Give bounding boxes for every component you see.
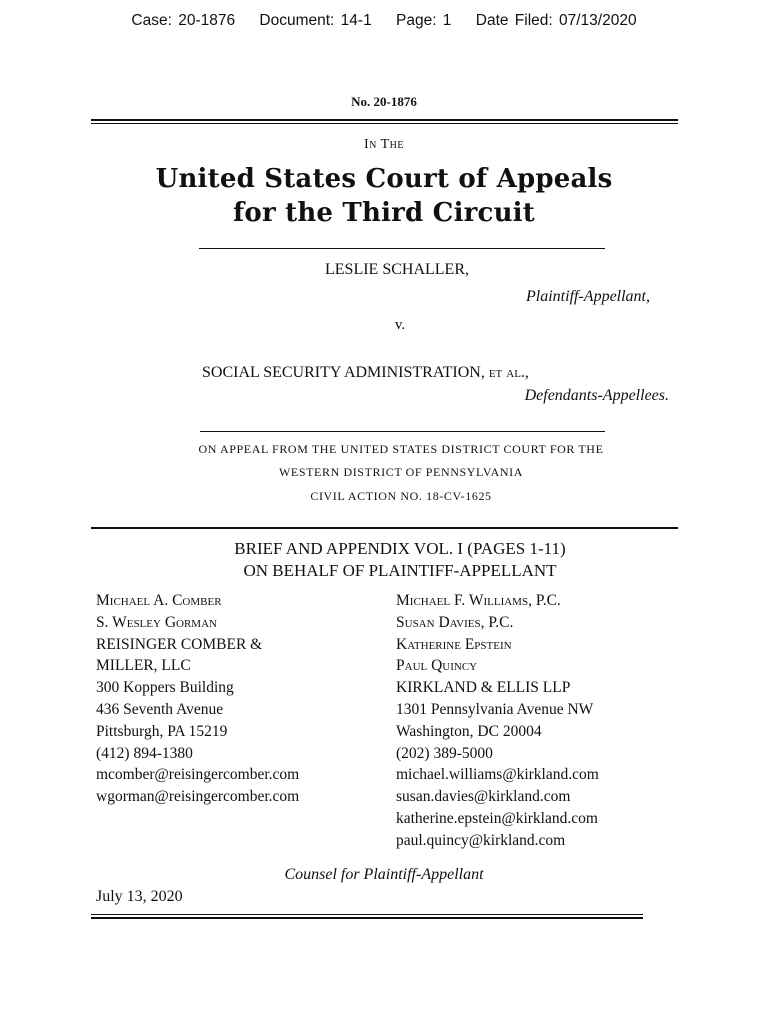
appellee-suffix: et al., <box>488 364 529 381</box>
address-line: Washington, DC 20004 <box>396 722 542 740</box>
appellant-role: Plaintiff-Appellant, <box>526 288 650 305</box>
case-number: Case: 20-1876 <box>131 12 236 29</box>
counsel-right-column <box>396 590 686 852</box>
appellee-name: SOCIAL SECURITY ADMINISTRATION, <box>202 364 485 381</box>
attorney-name: Michael F. Williams, P.C. <box>396 592 561 609</box>
rule-under-parties <box>200 431 605 432</box>
appeal-from-line3: CIVIL ACTION NO. 18-CV-1625 <box>310 489 492 503</box>
attorney-name: Paul Quincy <box>396 657 478 675</box>
appeal-from-line1: ON APPEAL FROM THE UNITED STATES DISTRICT COURT FOR THE <box>198 442 604 456</box>
email-address: paul.quincy@kirkland.com <box>396 831 566 849</box>
double-rule-bottom <box>91 914 643 919</box>
attorney-name: Susan Davies, P.C. <box>396 613 514 631</box>
attorney-name: S. Wesley Gorman <box>96 613 217 631</box>
address-line: 1301 Pennsylvania Avenue NW <box>396 700 594 718</box>
email-address: michael.williams@kirkland.com <box>396 766 599 784</box>
appellee-role: Defendants-Appellees. <box>524 387 669 404</box>
brief-title-line1: BRIEF AND APPENDIX VOL. I (PAGES 1-11) <box>234 539 566 558</box>
counsel-for: Counsel for Plaintiff-Appellant <box>284 866 484 883</box>
attorney-name: Katherine Epstein <box>396 635 512 653</box>
address-line: 436 Seventh Avenue <box>96 700 224 718</box>
brief-title-line2: ON BEHALF OF PLAINTIFF-APPELLANT <box>243 561 557 580</box>
email-address: mcomber@reisingercomber.com <box>96 766 300 784</box>
rule-under-court <box>199 248 605 249</box>
email-address: katherine.epstein@kirkland.com <box>396 809 598 827</box>
docket-number: No. 20-1876 <box>351 94 417 109</box>
document-number: Document: 14-1 <box>259 12 372 29</box>
filing-date: July 13, 2020 <box>96 888 183 905</box>
double-rule-top <box>91 119 678 124</box>
page-number: Page: 1 <box>396 12 452 29</box>
firm-name: KIRKLAND & ELLIS LLP <box>396 679 571 697</box>
in-the-label: In The <box>363 137 404 152</box>
attorney-name: Michael A. Comber <box>96 592 222 609</box>
court-name-line1: United States Court of Appeals <box>155 164 613 194</box>
email-address: susan.davies@kirkland.com <box>396 788 571 806</box>
date-filed: Date Filed: 07/13/2020 <box>475 12 637 29</box>
firm-name: REISINGER COMBER & <box>96 635 263 653</box>
court-name-line2: for the Third Circuit <box>233 198 535 228</box>
appellant-name: LESLIE SCHALLER, <box>325 261 469 278</box>
address-line: Pittsburgh, PA 15219 <box>96 722 228 740</box>
firm-name: MILLER, LLC <box>96 657 191 675</box>
filing-header <box>0 12 768 30</box>
appellee-name-line <box>0 364 768 382</box>
phone-number: (412) 894-1380 <box>96 744 193 762</box>
phone-number: (202) 389-5000 <box>396 744 493 762</box>
address-line: 300 Koppers Building <box>96 679 234 697</box>
counsel-left-column <box>96 590 386 808</box>
rule-above-brief-title <box>91 527 678 529</box>
versus: v. <box>394 317 406 333</box>
appeal-from-line2: WESTERN DISTRICT OF PENNSYLVANIA <box>278 465 523 479</box>
email-address: wgorman@reisingercomber.com <box>96 788 300 806</box>
